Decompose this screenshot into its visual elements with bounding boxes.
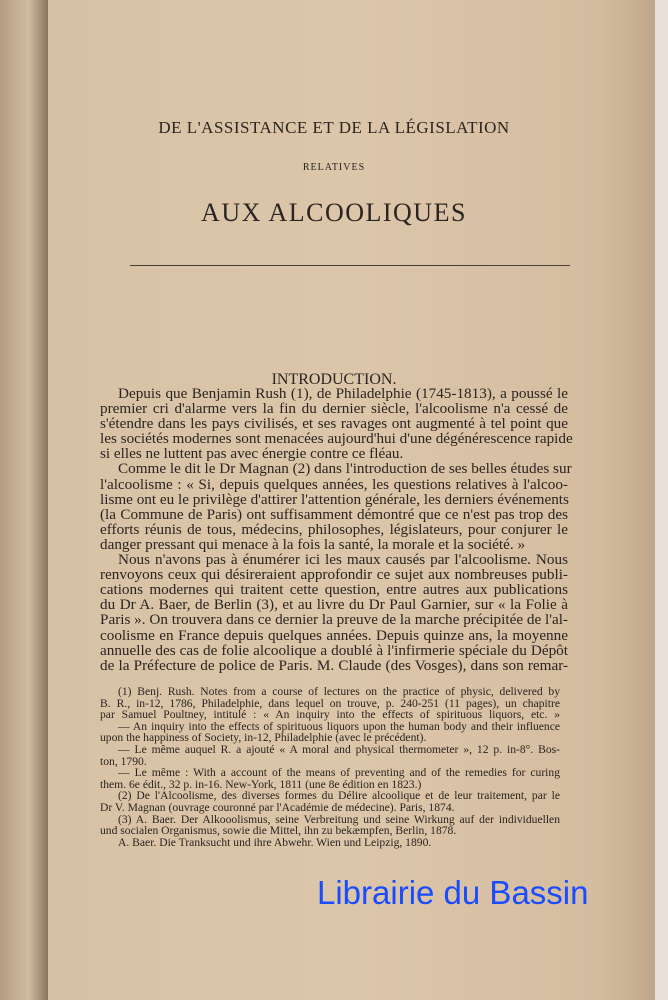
body-line: (la Commune de Paris) ont suffisamment démontré que ce n'est pas trop des	[100, 505, 568, 523]
body-line: renvoyons ceux qui désireraient approfondir ce sujet aux nombreuses publi-	[100, 566, 568, 584]
footnote-line: ton, 1790.	[100, 754, 147, 768]
body-line: annuelle des cas de folie alcoolique a doublé à l'infirmerie spéciale du Dépôt	[100, 641, 568, 659]
body-line: les sociétés modernes sont menacées aujourd'hui d'une dégénérescence rapide	[100, 430, 573, 448]
body-line: s'étendre dans les pays civilisés, et ses ravages ont augmenté à tel point que	[100, 415, 568, 433]
footnote-line: par Samuel Poultney, intitulé : « An inquiry into the effects of spirituous liquors, etc. »	[100, 708, 560, 722]
body-line: premier cri d'alarme vers la fin du dernier siècle, l'alcoolisme n'a cessé de	[100, 400, 568, 418]
body-line: cations modernes qui traitent cette question, entre autres aux publications	[100, 581, 568, 599]
footnote-line: (3) A. Baer. Der Alkooolismus, seine Verbreitung und seine Wirkung auf der individuellen	[118, 812, 560, 826]
chapter-subtitle: RELATIVES	[302, 162, 366, 173]
footnote-line: und socialen Organismus, sowie die Mittel, ihn zu bekæmpfen, Berlin, 1878.	[100, 824, 457, 838]
footnote-line: (2) De l'Alcoolisme, des diverses formes du Délire alcoolique et de leur traitement, par le	[118, 789, 560, 803]
body-line: efforts réunis de tous, médecins, philosophes, législateurs, pour conjurer le	[100, 520, 568, 538]
book-binding	[0, 0, 48, 1000]
body-line: danger pressant qui menace à la fois la santé, la morale et la société. »	[100, 535, 526, 553]
body-line: de la Préfecture de police de Paris. M. Claude (des Vosges), dans son remar-	[100, 656, 568, 674]
body-line: Depuis que Benjamin Rush (1), de Philadelphie (1745-1813), a poussé le	[118, 385, 568, 402]
body-line: Comme le dit le Dr Magnan (2) dans l'introduction de ses belles études sur	[118, 460, 572, 478]
footnote-line: them. 6e édit., 32 p. in-16. New-York, 1811 (une 8e édition en 1823.)	[100, 777, 422, 791]
body-line: du Dr A. Baer, de Berlin (3), et au livre du Dr Paul Garnier, sur « la Folie à	[100, 596, 568, 614]
body-line: Nous n'avons pas à énumérer ici les maux causés par l'alcoolisme. Nous	[118, 551, 568, 569]
footnote-line: upon the happiness of Society, in-12, Philadelphie (avec le précédent).	[100, 731, 427, 745]
chapter-main-title: AUX ALCOOLIQUES	[201, 198, 467, 227]
footnote-line: (1) Benj. Rush. Notes from a course of lectures on the practice of physic, delivered by	[118, 685, 560, 698]
body-line: lisme ont eu le privilège d'attirer l'attention générale, les derniers événements	[100, 490, 569, 508]
section-title: INTRODUCTION.	[271, 371, 397, 388]
page-edge	[655, 0, 668, 1000]
footnote-line: B. R., in-12, 1786, Philadelphie, dans lequel on trouve, p. 240-251 (11 pages), un chapitre	[100, 696, 560, 710]
body-line: Paris ». On trouvera dans ce dernier la preuve de la marche précipitée de l'al-	[100, 611, 568, 629]
chapter-title: DE L'ASSISTANCE ET DE LA LÉGISLATION	[158, 118, 510, 137]
title-rule	[130, 265, 570, 266]
watermark: Librairie du Bassin	[317, 874, 589, 911]
footnote-line: — An inquiry into the effects of spirituous liquors upon the human body and their influence	[118, 719, 560, 733]
footnote-line: A. Baer. Die Tranksucht und ihre Abwehr. Wien und Leipzig, 1890.	[118, 835, 432, 849]
footnote-line: — Le même : With a account of the means of preventing and of the remedies for curing	[118, 766, 560, 780]
body-line: si elles ne luttent pas avec énergie contre ce fléau.	[100, 445, 404, 463]
body-text	[100, 385, 573, 674]
footnotes	[100, 686, 560, 848]
body-line: coolisme en France depuis quelques années. Depuis quinze ans, la moyenne	[100, 626, 568, 644]
footnote-line: — Le même auquel R. a ajouté « A moral and physical thermometer », 12 p. in-8°. Bos-	[118, 742, 560, 756]
body-line: l'alcoolisme : « Si, depuis quelques années, les questions relatives à l'alcoo-	[100, 475, 568, 493]
footnote-line: Dr V. Magnan (ouvrage couronné par l'Académie de médecine). Paris, 1874.	[100, 800, 455, 814]
